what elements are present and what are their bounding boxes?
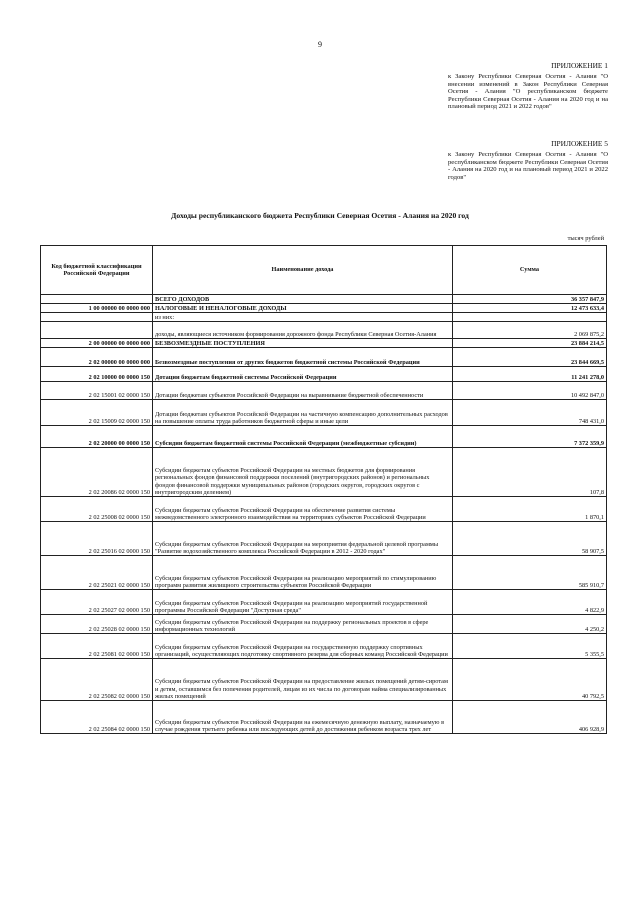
- units-label: тысяч рублей: [567, 235, 604, 242]
- table-row: [41, 556, 607, 590]
- row-amount: 40 792,5: [453, 659, 607, 701]
- row-code: 2 02 25008 02 0000 150: [41, 497, 153, 522]
- row-amount: 2 069 875,2: [453, 322, 607, 339]
- row-amount: 1 870,1: [453, 497, 607, 522]
- table-row: [41, 304, 607, 313]
- row-amount: 4 822,9: [453, 590, 607, 615]
- row-amount: 58 907,5: [453, 522, 607, 556]
- table-row: [41, 295, 607, 304]
- row-code: 2 02 25021 02 0000 150: [41, 556, 153, 590]
- row-code: [41, 295, 153, 304]
- row-amount: 748 431,0: [453, 400, 607, 426]
- row-code: 2 02 00000 00 0000 000: [41, 348, 153, 367]
- table-row: [41, 367, 607, 382]
- row-code: 2 02 15009 02 0000 150: [41, 400, 153, 426]
- document-title: Доходы республиканского бюджета Республики Северная Осетия - Алания на 2020 год: [171, 211, 469, 220]
- table-header-row: [41, 246, 607, 295]
- table-row: [41, 339, 607, 348]
- row-amount: 107,8: [453, 448, 607, 497]
- annex-5-title: ПРИЛОЖЕНИЕ 5: [551, 139, 608, 148]
- row-code: 2 02 25082 02 0000 150: [41, 659, 153, 701]
- row-name: Субсидии бюджетам субъектов Российской Федерации на поддержку региональных проектов в сфере информационных технологий: [153, 615, 453, 634]
- row-amount: 5 355,5: [453, 634, 607, 659]
- row-name: Субсидии бюджетам субъектов Российской Федерации на обеспечение развития системы межведомственного электронного взаимодействия на территориях субъектов Российской Федерации: [153, 497, 453, 522]
- header-code: Код бюджетной классификации Российской Федерации: [41, 246, 153, 295]
- row-amount: 10 492 847,0: [453, 382, 607, 400]
- revenue-table: [40, 245, 607, 734]
- row-amount: 12 473 633,4: [453, 304, 607, 313]
- row-code: 2 02 25016 02 0000 150: [41, 522, 153, 556]
- row-name: Субсидии бюджетам субъектов Российской Федерации на реализацию мероприятий государственной программы Российской Федерации "Доступная среда": [153, 590, 453, 615]
- table-row: [41, 448, 607, 497]
- row-name: Субсидии бюджетам субъектов Российской Федерации на ежемесячную денежную выплату, назначаемую в случае рождения третьего ребенка или последующих детей до достижения ребенком возраста трех лет: [153, 701, 453, 734]
- table-row: [41, 348, 607, 367]
- row-name: доходы, являющиеся источником формирования дорожного фонда Республики Северная Осетия-Алания: [153, 322, 453, 339]
- table-row: [41, 634, 607, 659]
- annex-1-title: ПРИЛОЖЕНИЕ 1: [551, 61, 608, 70]
- annex-5-block: [448, 140, 608, 181]
- table-row: [41, 382, 607, 400]
- row-name: Безвозмездные поступления от других бюджетов бюджетной системы Российской Федерации: [153, 348, 453, 367]
- row-amount: 4 250,2: [453, 615, 607, 634]
- row-name: Субсидии бюджетам субъектов Российской Федерации на реализацию мероприятий по стимулированию программ развития жилищного строительства субъектов Российской Федерации: [153, 556, 453, 590]
- row-name: из них:: [153, 313, 453, 322]
- table-row: [41, 322, 607, 339]
- row-code: [41, 322, 153, 339]
- row-code: 2 02 10000 00 0000 150: [41, 367, 153, 382]
- row-code: 1 00 00000 00 0000 000: [41, 304, 153, 313]
- table-row: [41, 522, 607, 556]
- row-name: БЕЗВОЗМЕЗДНЫЕ ПОСТУПЛЕНИЯ: [153, 339, 453, 348]
- table-row: [41, 615, 607, 634]
- row-name: Субсидии бюджетам субъектов Российской Федерации на государственную поддержку спортивных организаций, осуществляющих подготовку спортивного резерва для сборных команд Российской Федерации: [153, 634, 453, 659]
- row-code: 2 02 25027 02 0000 150: [41, 590, 153, 615]
- row-amount: 406 928,9: [453, 701, 607, 734]
- table-row: [41, 313, 607, 322]
- row-name: Дотации бюджетам субъектов Российской Федерации на выравнивание бюджетной обеспеченности: [153, 382, 453, 400]
- row-code: 2 02 25084 02 0000 150: [41, 701, 153, 734]
- row-name: Дотации бюджетам субъектов Российской Федерации на частичную компенсацию дополнительных расходов на повышение оплаты труда работников бюджетной сферы и иные цели: [153, 400, 453, 426]
- annex-1-text: к Закону Республики Северная Осетия - Алания "О внесении изменений в Закон Республики Северная Осетия - Алания "О республиканском бюджете Республики Северная Осетия - Алания на 2020 год и на плановый период 2021 и 2022 годов": [448, 73, 608, 111]
- row-code: 2 02 25028 02 0000 150: [41, 615, 153, 634]
- row-amount: 23 844 669,5: [453, 348, 607, 367]
- row-amount: 7 372 359,9: [453, 426, 607, 448]
- row-amount: 585 910,7: [453, 556, 607, 590]
- row-code: [41, 313, 153, 322]
- table-row: [41, 426, 607, 448]
- table-row: [41, 659, 607, 701]
- row-code: 2 02 20086 02 0000 150: [41, 448, 153, 497]
- table-row: [41, 701, 607, 734]
- row-amount: 23 884 214,5: [453, 339, 607, 348]
- row-amount: 11 241 278,0: [453, 367, 607, 382]
- row-name: Дотации бюджетам бюджетной системы Российской Федерации: [153, 367, 453, 382]
- table-row: [41, 590, 607, 615]
- row-name: ВСЕГО ДОХОДОВ: [153, 295, 453, 304]
- row-name: Субсидии бюджетам субъектов Российской Федерации на мероприятия федеральной целевой программы "Развитие водохозяйственного комплекса Российской Федерации в 2012 - 2020 годах": [153, 522, 453, 556]
- table-body: [41, 295, 607, 734]
- table-row: [41, 400, 607, 426]
- annex-5-text: к Закону Республики Северная Осетия - Алания "О республиканском бюджете Республики Северная Осетия - Алания на 2020 год и на плановый период 2021 и 2022 годов": [448, 151, 608, 181]
- row-code: 2 02 25081 02 0000 150: [41, 634, 153, 659]
- row-name: Субсидии бюджетам субъектов Российской Федерации на местных бюджетов для формирования региональных фондов финансовой поддержки поселений (внутригородских районов) и региональных фондов финансовой поддержки муниципальных районов (городских округов, городских округов с внутригородским делением): [153, 448, 453, 497]
- annex-1-block: [448, 62, 608, 110]
- row-name: НАЛОГОВЫЕ И НЕНАЛОГОВЫЕ ДОХОДЫ: [153, 304, 453, 313]
- page-number: 9: [318, 40, 322, 49]
- row-code: 2 02 20000 00 0000 150: [41, 426, 153, 448]
- row-amount: 36 357 847,9: [453, 295, 607, 304]
- row-code: 2 00 00000 00 0000 000: [41, 339, 153, 348]
- table-row: [41, 497, 607, 522]
- row-code: 2 02 15001 02 0000 150: [41, 382, 153, 400]
- row-name: Субсидии бюджетам субъектов Российской Федерации на предоставление жилых помещений детям-сиротам и детям, оставшимся без попечения родителей, лицам из их числа по договорам найма специализированных жилых помещений: [153, 659, 453, 701]
- header-amount: Сумма: [453, 246, 607, 295]
- header-name: Наименование дохода: [153, 246, 453, 295]
- row-name: Субсидии бюджетам бюджетной системы Российской Федерации (межбюджетные субсидии): [153, 426, 453, 448]
- row-amount: [453, 313, 607, 322]
